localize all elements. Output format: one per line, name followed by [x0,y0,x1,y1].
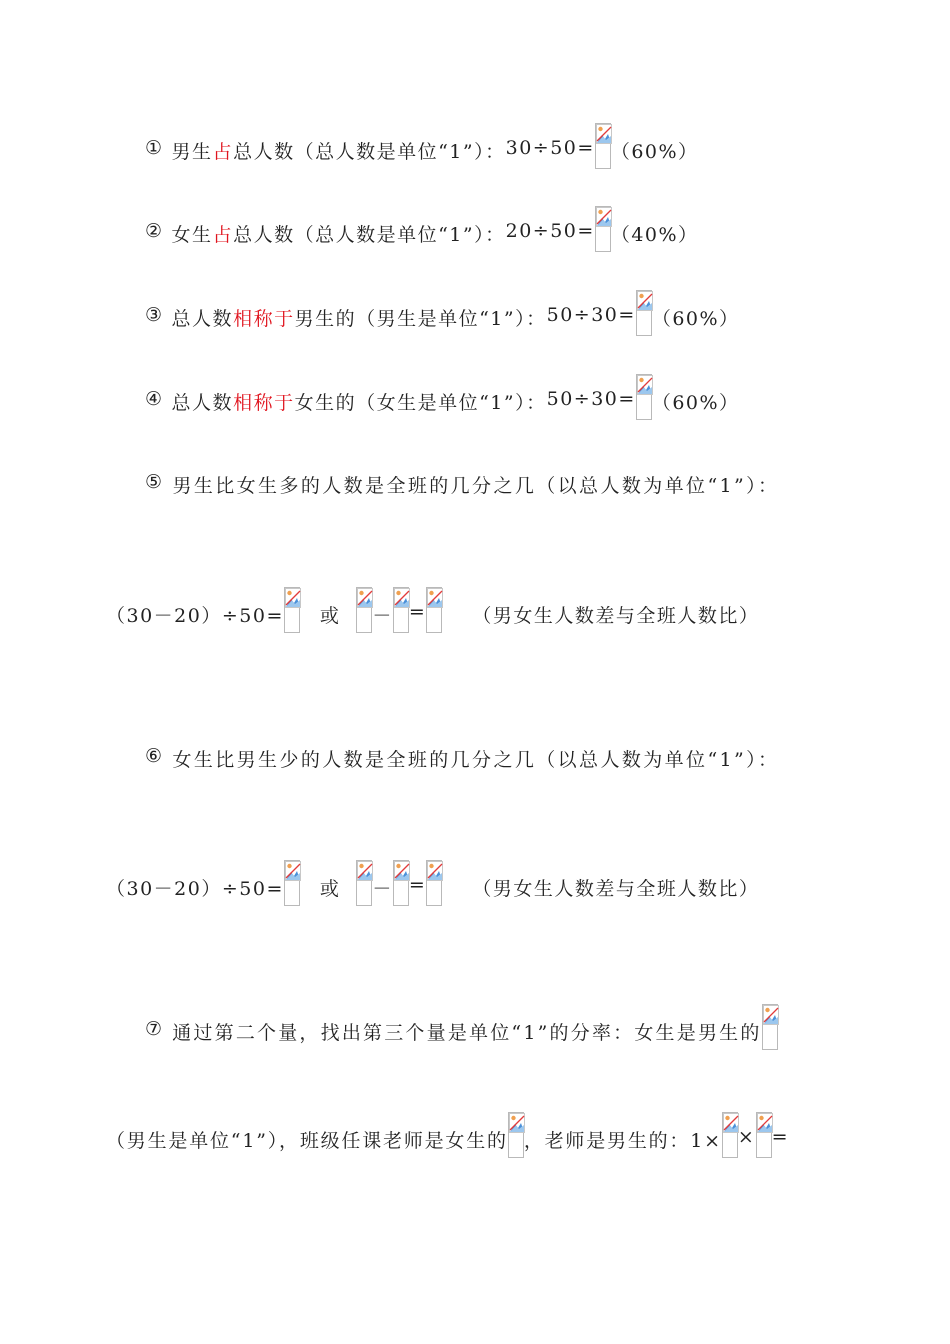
item-4-subject: 总人数 [171,392,234,414]
item-5-number: ⑤ [145,471,165,493]
item-1-description: 总人数（总人数是单位“1”）： [233,141,506,163]
item-3-description: 男生的（男生是单位“1”）： [294,308,547,330]
item-4-description: 女生的（女生是单位“1”）： [294,392,547,414]
broken-image-icon [284,587,300,633]
item-3-keyword: 相称于 [233,308,295,330]
item-2-number: ② [145,220,164,242]
formula-6-equals: = [408,874,427,896]
formula-5-expression: （30－20）÷50= [106,605,284,627]
broken-image-icon [595,123,611,169]
item-2-result: （40%） [610,224,699,246]
item-7-text: 通过第二个量，找出第三个量是单位“1”的分率：女生是男生的 [172,1022,762,1044]
formula-6-or: 或 [319,878,341,900]
formula-6 [106,874,759,906]
broken-image-icon [356,587,372,633]
item-2 [145,220,699,252]
item-7 [145,1018,778,1050]
item-3-number: ③ [145,304,164,326]
broken-image-icon [426,860,442,906]
item-2-expression: 20÷50= [505,220,595,242]
formula-6-minus: － [372,878,393,900]
broken-image-icon [508,1112,524,1158]
item-2-keyword: 占 [212,224,234,246]
broken-image-icon [393,860,409,906]
item-2-subject: 女生 [171,224,213,246]
item-4-number: ④ [145,388,164,410]
item-7-continuation-times: × [737,1126,756,1148]
item-1 [145,137,699,169]
item-4-expression: 50÷30= [546,388,636,410]
broken-image-icon [762,1004,778,1050]
item-1-result: （60%） [610,141,699,163]
item-7-continuation-equals: = [771,1126,790,1148]
broken-image-icon [426,587,442,633]
item-1-expression: 30÷50= [505,137,595,159]
item-1-keyword: 占 [212,141,234,163]
item-2-description: 总人数（总人数是单位“1”）： [233,224,506,246]
item-1-number: ① [145,137,164,159]
broken-image-icon [722,1112,738,1158]
item-4-keyword: 相称于 [233,392,295,414]
item-6 [145,745,779,772]
item-7-continuation-part2: ，老师是男生的：1× [523,1130,722,1152]
formula-6-note: （男女生人数差与全班人数比） [472,878,760,900]
item-3-subject: 总人数 [171,308,234,330]
item-7-number: ⑦ [145,1018,165,1040]
formula-6-expression: （30－20）÷50= [106,878,284,900]
broken-image-icon [356,860,372,906]
item-4-result: （60%） [651,392,740,414]
formula-5-minus: － [372,605,393,627]
item-3-expression: 50÷30= [546,304,636,326]
formula-5 [106,601,759,633]
item-3-result: （60%） [651,308,740,330]
item-5-text: 男生比女生多的人数是全班的几分之几（以总人数为单位“1”）： [172,475,780,497]
broken-image-icon [284,860,300,906]
item-7-continuation [106,1126,789,1158]
formula-5-equals: = [408,601,427,623]
formula-5-or: 或 [319,605,341,627]
broken-image-icon [636,290,652,336]
item-5 [145,471,779,498]
broken-image-icon [393,587,409,633]
item-3 [145,304,740,336]
item-7-continuation-part1: （男生是单位“1”），班级任课老师是女生的 [106,1130,508,1152]
broken-image-icon [636,374,652,420]
item-6-text: 女生比男生少的人数是全班的几分之几（以总人数为单位“1”）： [172,749,780,771]
broken-image-icon [595,206,611,252]
item-4 [145,388,740,420]
broken-image-icon [756,1112,772,1158]
formula-5-note: （男女生人数差与全班人数比） [472,605,760,627]
item-6-number: ⑥ [145,745,165,767]
item-1-subject: 男生 [171,141,213,163]
